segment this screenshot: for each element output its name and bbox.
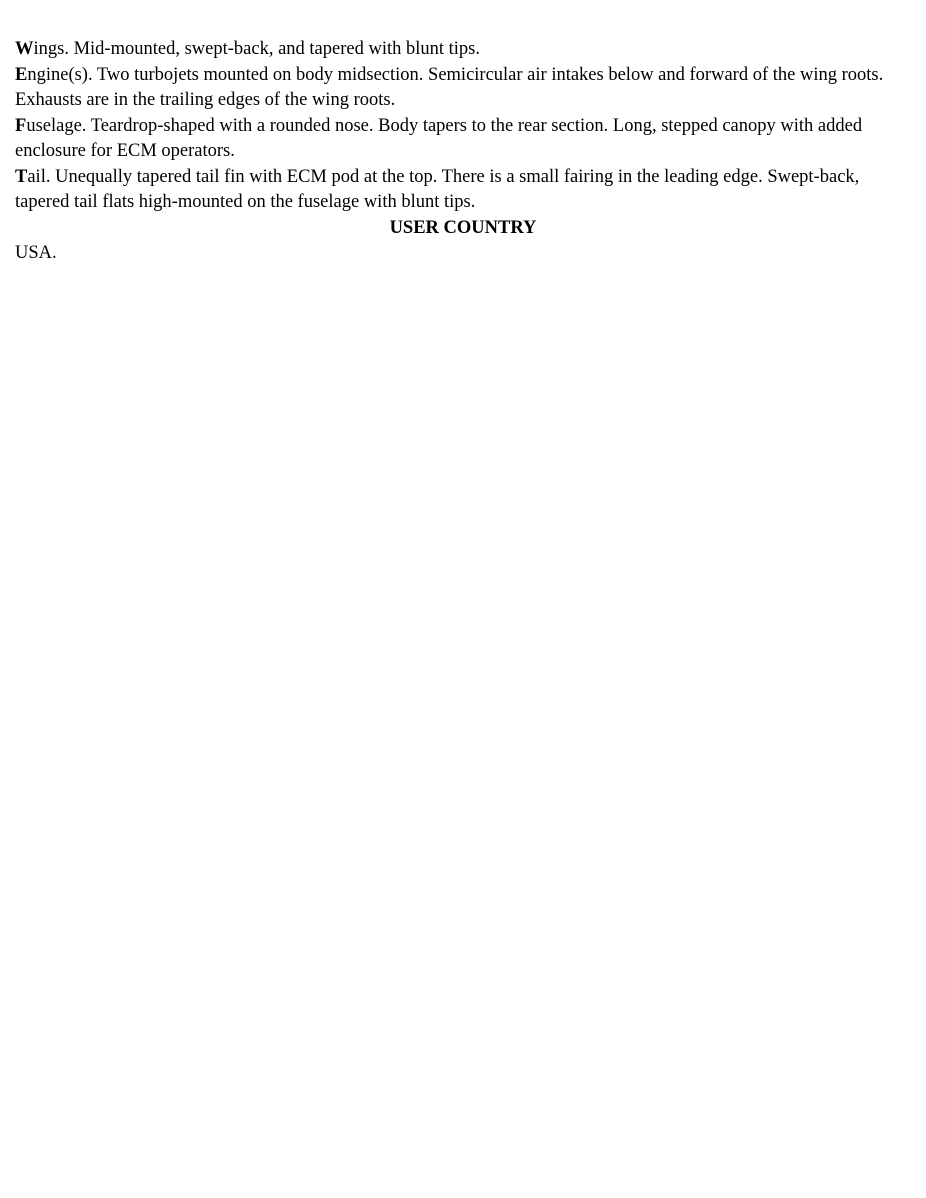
- paragraph-tail-lead-letter: T: [15, 166, 28, 187]
- paragraph-tail: [15, 165, 911, 216]
- paragraph-fuselage: [15, 114, 911, 165]
- paragraph-tail-text: ail. Unequally tapered tail fin with ECM pod at the top. There is a small fairing in the leading edge. Swept-back, tapered tail flats high-mounted on the fuselage with blunt tips.: [15, 166, 860, 212]
- paragraph-engines-lead-letter: E: [15, 64, 28, 85]
- paragraph-wings-lead-letter: W: [15, 39, 34, 59]
- user-country-heading: USER COUNTRY: [389, 217, 537, 238]
- paragraph-wings: [15, 37, 911, 63]
- paragraph-fuselage-text: uselage. Teardrop-shaped with a rounded nose. Body tapers to the rear section. Long, stepped canopy with added enclosure for ECM operators.: [15, 115, 863, 161]
- paragraph-wings-text: ings. Mid-mounted, swept-back, and tapered with blunt tips.: [33, 39, 480, 59]
- paragraph-engines: [15, 63, 911, 114]
- paragraph-engines-text: ngine(s). Two turbojets mounted on body midsection. Semicircular air intakes below and forward of the wing roots. Exhausts are in the trailing edges of the wing roots.: [15, 64, 884, 110]
- paragraph-fuselage-lead-letter: F: [15, 115, 27, 136]
- user-country-value: USA.: [15, 243, 57, 263]
